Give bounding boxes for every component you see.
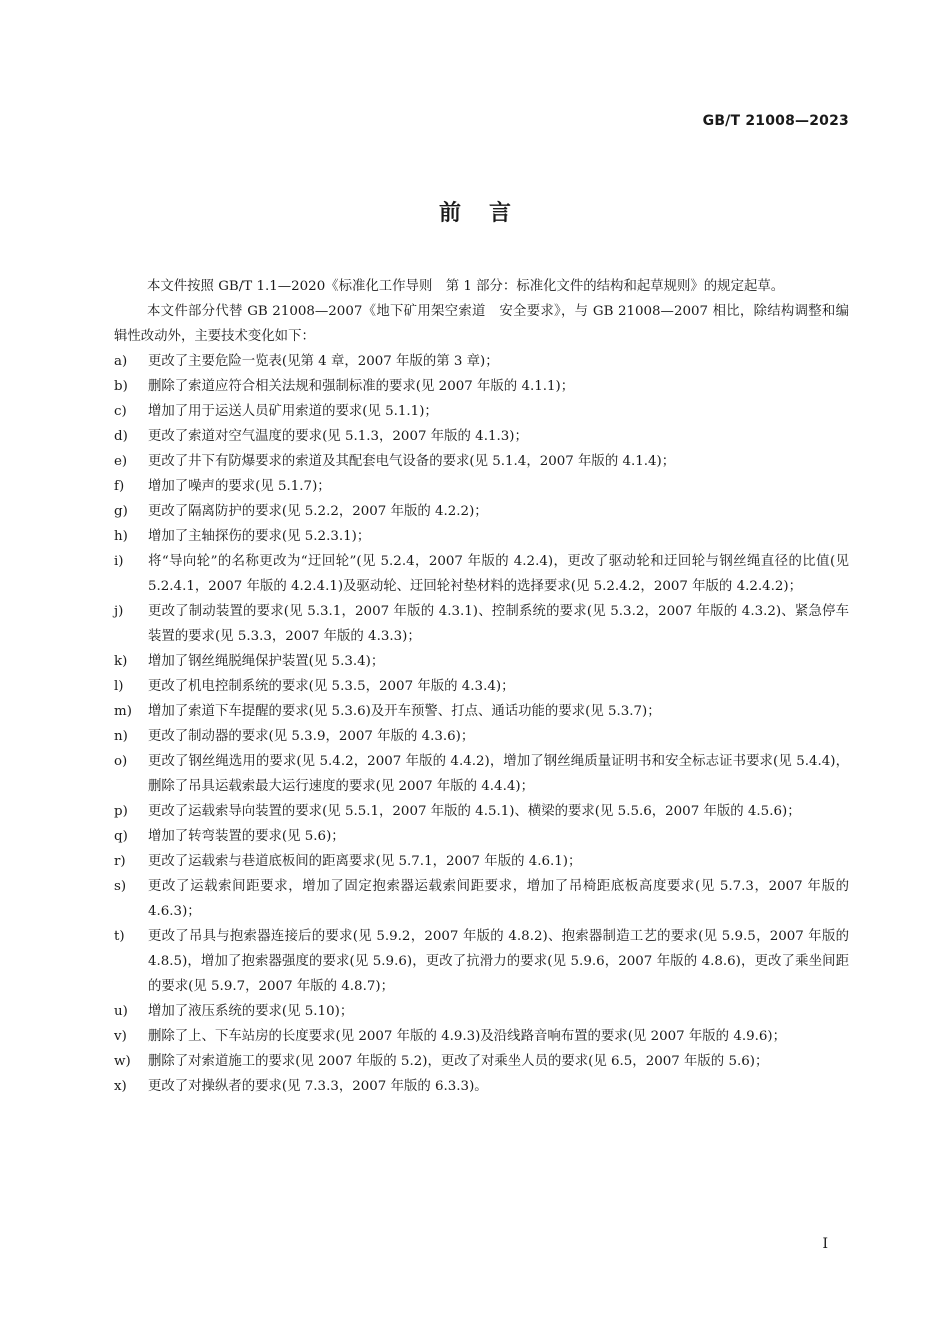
list-item-text: 更改了主要危险一览表(见第 4 章，2007 年版的第 3 章)；	[148, 354, 499, 369]
list-item-text: 更改了运载索间距要求，增加了固定抱索器运载索间距要求，增加了吊椅距底板高度要求(见 5.7.3，2007 年版的 4.6.3)；	[148, 879, 849, 919]
list-item-text: 删除了索道应符合相关法规和强制标准的要求(见 2007 年版的 4.1.1)；	[148, 379, 575, 394]
list-item-label: s)	[114, 879, 127, 894]
page-number: I	[822, 1236, 828, 1252]
list-item-label: o)	[114, 754, 128, 769]
list-item	[114, 749, 849, 799]
list-item	[114, 999, 849, 1024]
list-item	[114, 849, 849, 874]
list-item	[114, 649, 849, 674]
list-item-text: 更改了制动器的要求(见 5.3.9，2007 年版的 4.3.6)；	[148, 729, 475, 744]
list-item	[114, 874, 849, 924]
list-item-text: 更改了对操纵者的要求(见 7.3.3，2007 年版的 6.3.3)。	[148, 1079, 488, 1094]
list-item	[114, 724, 849, 749]
change-list	[114, 349, 849, 1099]
list-item-text: 更改了隔离防护的要求(见 5.2.2，2007 年版的 4.2.2)；	[148, 504, 488, 519]
list-item-text: 删除了对索道施工的要求(见 2007 年版的 5.2)，更改了对乘坐人员的要求(见 6.5，2007 年版的 5.6)；	[148, 1054, 769, 1069]
list-item-text: 更改了钢丝绳选用的要求(见 5.4.2，2007 年版的 4.4.2)，增加了钢丝绳质量证明书和安全标志证书要求(见 5.4.4)，删除了吊具运载索最大运行速度的要求(见 2007 年版的 4.4.4)；	[148, 754, 849, 794]
list-item-label: t)	[114, 929, 125, 944]
list-item-label: x)	[114, 1079, 127, 1094]
list-item-text: 增加了噪声的要求(见 5.1.7)；	[148, 479, 331, 494]
list-item-label: a)	[114, 354, 128, 369]
list-item-label: f)	[114, 479, 125, 494]
list-item	[114, 524, 849, 549]
list-item	[114, 1074, 849, 1099]
list-item-text: 增加了主轴探伤的要求(见 5.2.3.1)；	[148, 529, 371, 544]
standard-code: GB/T 21008—2023	[702, 113, 849, 129]
list-item-text: 删除了上、下车站房的长度要求(见 2007 年版的 4.9.3)及沿线路音响布置的要求(见 2007 年版的 4.9.6)；	[148, 1029, 787, 1044]
list-item-label: j)	[114, 604, 124, 619]
list-item-text: 更改了井下有防爆要求的索道及其配套电气设备的要求(见 5.1.4，2007 年版的 4.1.4)；	[148, 454, 676, 469]
list-item-label: n)	[114, 729, 128, 744]
list-item-label: d)	[114, 429, 128, 444]
list-item-text: 更改了制动装置的要求(见 5.3.1，2007 年版的 4.3.1)、控制系统的要求(见 5.3.2，2007 年版的 4.3.2)、紧急停车装置的要求(见 5.3.3，2007 年版的 4.3.3)；	[148, 604, 849, 644]
list-item-label: m)	[114, 704, 132, 719]
list-item	[114, 349, 849, 374]
list-item-label: g)	[114, 504, 128, 519]
list-item	[114, 674, 849, 699]
list-item-label: r)	[114, 854, 126, 869]
list-item-label: w)	[114, 1054, 131, 1069]
list-item-label: k)	[114, 654, 128, 669]
list-item-text: 增加了液压系统的要求(见 5.10)；	[148, 1004, 354, 1019]
list-item	[114, 549, 849, 599]
list-item-label: h)	[114, 529, 128, 544]
list-item-label: e)	[114, 454, 128, 469]
list-item	[114, 474, 849, 499]
list-item	[114, 699, 849, 724]
list-item-text: 增加了索道下车提醒的要求(见 5.3.6)及开车预警、打点、通话功能的要求(见 5.3.7)；	[148, 704, 661, 719]
list-item-text: 增加了用于运送人员矿用索道的要求(见 5.1.1)；	[148, 404, 438, 419]
list-item	[114, 799, 849, 824]
list-item	[114, 824, 849, 849]
list-item-text: 更改了机电控制系统的要求(见 5.3.5，2007 年版的 4.3.4)；	[148, 679, 515, 694]
list-item-label: c)	[114, 404, 127, 419]
list-item	[114, 924, 849, 999]
list-item	[114, 1049, 849, 1074]
list-item	[114, 499, 849, 524]
page-title: 前言	[438, 201, 539, 226]
list-item-label: p)	[114, 804, 128, 819]
list-item	[114, 424, 849, 449]
list-item	[114, 374, 849, 399]
list-item-text: 增加了转弯装置的要求(见 5.6)；	[148, 829, 345, 844]
list-item-text: 增加了钢丝绳脱绳保护装置(见 5.3.4)；	[148, 654, 385, 669]
list-item-label: b)	[114, 379, 128, 394]
list-item-label: q)	[114, 829, 128, 844]
list-item-text: 更改了运载索与巷道底板间的距离要求(见 5.7.1，2007 年版的 4.6.1)；	[148, 854, 582, 869]
list-item-text: 更改了运载索导向装置的要求(见 5.5.1，2007 年版的 4.5.1)、横梁的要求(见 5.5.6，2007 年版的 4.5.6)；	[148, 804, 801, 819]
foreword-body	[114, 274, 849, 1099]
list-item-label: i)	[114, 554, 124, 569]
list-item-text: 更改了索道对空气温度的要求(见 5.1.3，2007 年版的 4.1.3)；	[148, 429, 528, 444]
list-item-label: l)	[114, 679, 124, 694]
list-item	[114, 599, 849, 649]
list-item	[114, 449, 849, 474]
list-item-label: u)	[114, 1004, 128, 1019]
list-item	[114, 1024, 849, 1049]
paragraph: 本文件按照 GB/T 1.1—2020《标准化工作导则 第 1 部分：标准化文件的结构和起草规则》的规定起草。	[147, 279, 785, 294]
list-item-text: 更改了吊具与抱索器连接后的要求(见 5.9.2，2007 年版的 4.8.2)、抱索器制造工艺的要求(见 5.9.5，2007 年版的 4.8.5)，增加了抱索器强度的要求(见 5.9.6)，更改了抗滑力的要求(见 5.9.6，2007 年版的 4.8.6)，更改了乘坐间距的要求(见 5.9.7，2007 年版的 4.8.7)；	[148, 929, 849, 994]
list-item	[114, 399, 849, 424]
paragraph: 本文件部分代替 GB 21008—2007《地下矿用架空索道 安全要求》，与 GB 21008—2007 相比，除结构调整和编辑性改动外，主要技术变化如下：	[114, 304, 849, 344]
list-item-label: v)	[114, 1029, 127, 1044]
list-item-text: 将“导向轮”的名称更改为“迂回轮”(见 5.2.4，2007 年版的 4.2.4)，更改了驱动轮和迂回轮与钢丝绳直径的比值(见 5.2.4.1，2007 年版的 4.2.4.1)及驱动轮、迂回轮衬垫材料的选择要求(见 5.2.4.2，2007 年版的 4.2.4.2)；	[148, 554, 849, 594]
